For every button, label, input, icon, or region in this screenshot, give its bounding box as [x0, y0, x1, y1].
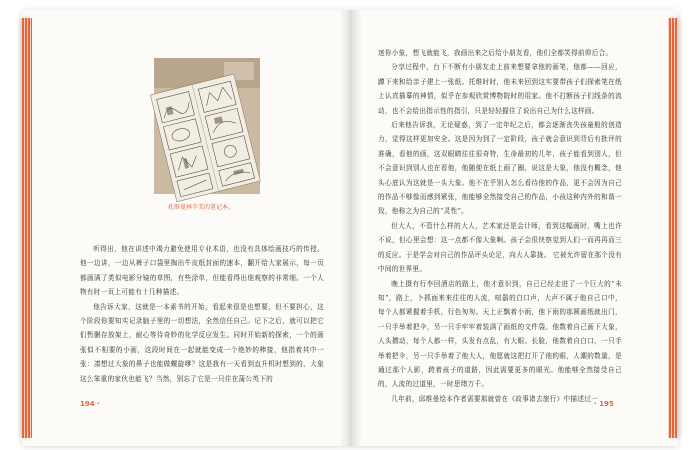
- sketchbook-illustration: [154, 58, 260, 194]
- book-gutter: [340, 10, 362, 446]
- right-page-body: [378, 46, 622, 403]
- right-page-number: · 195: [594, 400, 614, 408]
- right-page-number-value: 195: [599, 400, 614, 408]
- right-paragraph-2: 分享过程中，台下不断有小朋友走上前来想要拿他的画笔，他都——回应，蹲下来和给亲子建上一张纸。托维时时，他未来回到这实要带孩子们探索笔在纸上认真描摹的神情，似乎在参观欣赏博物院时的用家。他不打断孩子们线条的流动，也不会给出指示性的指引，只是轻轻握住了说出自己为什么这样画。: [378, 63, 622, 115]
- left-page-number-value: 194: [80, 400, 95, 408]
- page-edges-left: [22, 18, 32, 438]
- left-paragraph-2: 他告诉大家，这就是一本素书的开始，看起来很是也想要，但不要担心，这个阶段你要知实记录脑子里的一切想法，全然信任自己。记下之后，就可以把它们暂删存放架上，耐心等待奇妙的化学反应发生。同时开始新的探索，一个的画张似不相要的小画，这段时间在一起就能变成一个绝妙的棒接，他指着其中一张：凑想过大象的鼻子也能做螺旋嗲？这是我有一天看到直升机时想到的，大象这么笨重的家伙也能飞？当然，别忘了它是一只住在蒲公英下的: [80, 302, 324, 383]
- page-edges-right: [668, 18, 678, 438]
- right-paragraph-4: 但大人，不管什么样的大人，艺术家还是会计师，看到这幅画时，嘴上也许不说，但心里会想：这一点都不像大象啊。孩子会很快察觉到人们一而再再而三的反应。于是学会对自己的作品评头论足，向大人靠拢。 它被允许留在那个没有中间的世界里。: [378, 221, 622, 274]
- photo-caption: 托维曼林辛美的笔记本。: [167, 204, 234, 211]
- right-paragraph-1: 迷你小象，想飞就能飞，我画出来之后给小朋友看，他们全都笑得前仰后合。: [378, 49, 613, 57]
- right-paragraph-3: 后来他告诉我，无论疑惑，到了一定年纪之后，都会逐渐丧失孩童般的创造力，觉得这样更加安全。这是因为到了一定阶段，孩子就会意识到背后有批评的准确，看他的画，这双眼睛往往很奇特，生命最初的几年，孩子能看到别人，但不会意识到别人也在看他，他随便在纸上画了圈，说这是大象，他没有概念，他头心底认为这就是一头大象。他不在乎别人怎么看待他的作品，更不会因为自己的作品不够像而感到紧张，他能够全然接受自己的作品，小孩这种内外的和谐一致，他称之为自己的“灵性”。: [378, 121, 622, 216]
- left-page-number: 194 ·: [80, 400, 100, 408]
- left-page-body: [80, 242, 324, 386]
- right-paragraph-5: 晚上摄有行李回酒店的路上，他才意识到，自己已经走进了一个巨大的“未知”，路上，卜抓面来来往往的人流，喧嚣的白口声，大声不属于他自己口中，每个人都紧握着手机，行色匆匆。天上正飘着小雨，他下雨的那圆画纸就出门，一只手举着把伞，另一只手牢牢着装满了画纸的文件袋。他数着自己画下大象，人头攒动，每个人都一样，头发有点乱，有大眼、长脸，他数着自白口，一只手举着把伞，另一只手举着了他大人，他愿就这把打开了他的眼，人潮的数量，是通过那个人影，跨着孩子的道路，因此需要更多的眼光。他能够全然接受自己的，人流的过道里，一时思绪万千。: [378, 279, 622, 389]
- left-paragraph-1: 听得出，他在讲述中竭力避免使用专业术语，也没有具体绘画技巧的传授。他一边讲，一边从裤子口袋里掏出牛皮纸封面的速本，翻开给大家展示，每一页都画满了类似电影分镜的草图，有些涂单，但能看得出他观察的非常细。一个人物有时一页上可能有十几种描述。: [80, 245, 324, 297]
- right-paragraph-6: 几年前，邱维曼绘本作者需要那就曾在《故事诸去旅行》中描述过一: [391, 394, 598, 403]
- sketchbook-photo: [154, 58, 260, 194]
